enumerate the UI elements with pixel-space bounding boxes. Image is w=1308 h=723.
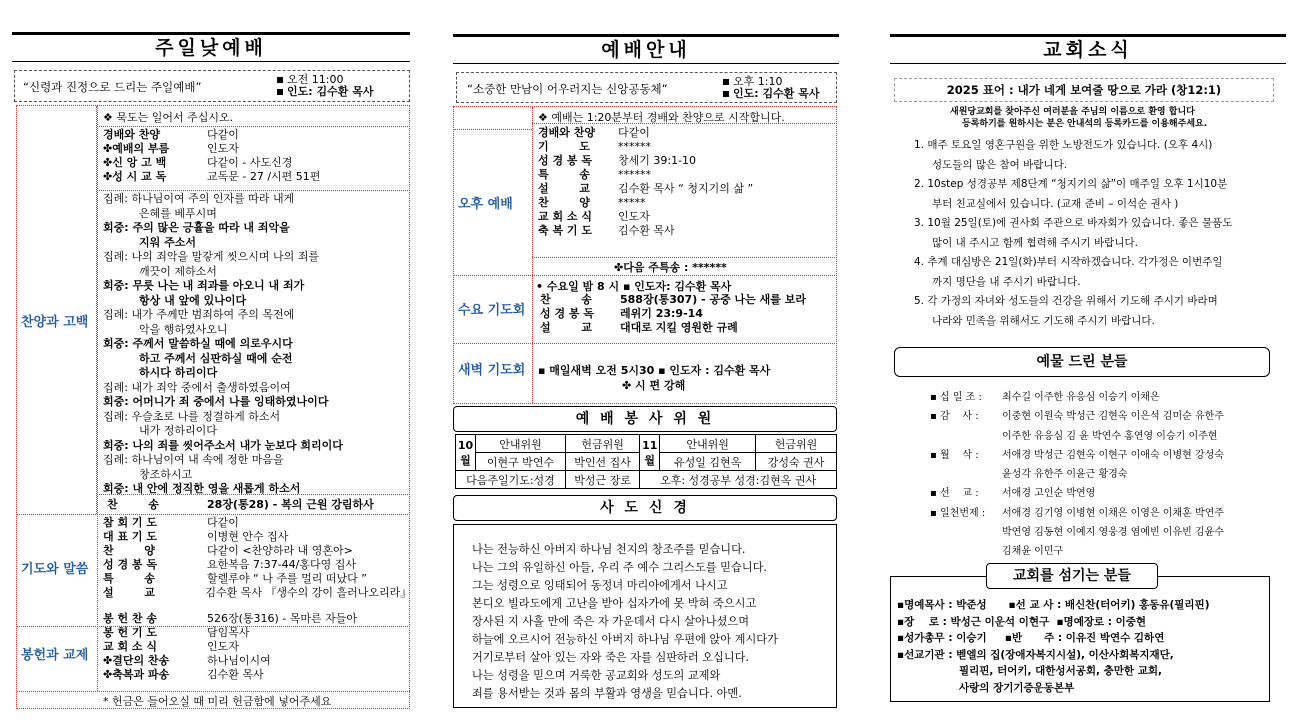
staff-line: ▪장 로 : 박성근 이운석 이현구 ▪명예장로 : 이중현 (897, 615, 1147, 628)
section-prayer-word: 기도와 말씀 (21, 562, 89, 577)
reading-line: 은혜를 베푸시며 (139, 206, 217, 220)
dawn-topic: ✤ 시 편 강해 (622, 379, 686, 392)
theme-text: “신령과 진정으로 드리는 주일예배” (23, 80, 202, 94)
reading-line: 항상 내 앞에 있나이다 (139, 293, 247, 307)
reading-line: 집례: 하나님이여 내 속에 정한 마음을 (103, 453, 284, 466)
standing-notice: ❖ 묵도는 일어서 주십시오. (103, 111, 234, 124)
reading-line: 집례: 나의 죄악을 말갛게 씻으시며 나의 죄를 (103, 250, 319, 263)
creed-line: 죄를 용서받는 것과 몸의 부활과 영생을 믿습니다. 아멘. (472, 687, 742, 700)
reading-line: 창조하시고 (139, 467, 193, 481)
year-motto: 2025 표어 : 내가 네게 보여줄 땅으로 가라 (창12:1) (894, 78, 1274, 102)
afternoon-time: 오후 1:10 (733, 75, 783, 88)
reading-line: 회중: 어머니가 죄 중에서 나를 잉태하였나이다 (103, 395, 329, 408)
order-row: ✤축복과 파송 김수환 목사 (103, 668, 264, 681)
offering-row: 박연영 김동현 이예지 영웅경 염예빈 이유빈 김윤수 (1002, 527, 1224, 539)
section-afternoon: 오후 예배 (458, 197, 513, 212)
service-leader: 인도: 김수환 목사 (287, 85, 374, 98)
order-row: 봉 헌 찬 송 526장(통316) - 목마른 자들아 (103, 612, 358, 625)
page-title: 주일낮예배 (12, 32, 410, 62)
news-item: 2. 10step 성경공부 제8단계 “청지기의 삶”이 매주일 오후 1시10분 부터 친교실에서 있습니다. (교재 준비 – 이석순 권사 ) (914, 178, 1228, 210)
offering-title: 예물 드린 분들 (894, 347, 1270, 377)
order-row: 성 경 봉 독 창세기 39:1-10 (538, 154, 697, 167)
order-row: ✤신 앙 고 백 다같이 - 사도신경 (103, 156, 293, 169)
dawn-time: ▪ 매일새벽 오전 5시30 ▪ 인도자 : 김수환 목사 (538, 364, 771, 377)
offering-row: ▪ 일천번제 : 서애경 김기영 이병현 이채은 이영은 이채훈 박연주 (930, 507, 1224, 519)
order-row: 특 송 ****** (538, 168, 651, 181)
wednesday-items (540, 293, 836, 335)
order-row: 설 교 대대로 지킬 영원한 규례 (540, 321, 738, 334)
responsive-reading (103, 192, 408, 497)
order-row: ✤결단의 찬송 하나님이시여 (103, 654, 271, 667)
offering-row: ▪ 선 교 : 서애경 고인순 박연영 (930, 488, 1096, 500)
reading-line: 지워 주소서 (139, 235, 196, 249)
theme-box (14, 70, 410, 102)
afternoon-services (453, 106, 837, 404)
news-item: 3. 10월 25일(토)에 권사회 주관으로 바자회가 있습니다. 좋은 물품도 많이 내 주시고 함께 협력해 주시기 바랍니다. (914, 217, 1233, 249)
creed-line: 거기로부터 살아 있는 자와 죽은 자를 심판하러 오십니다. (472, 651, 750, 664)
staff-list (890, 576, 1270, 702)
creed-line: 그는 성령으로 잉태되어 동정녀 마리아에게서 나시고 (472, 579, 728, 592)
apostles-creed (453, 524, 837, 708)
creed-line: 나는 성령을 믿으며 거룩한 공교회와 성도의 교제와 (472, 669, 721, 682)
news-item: 4. 추계 대심방은 21일(화)부터 시작하겠습니다. 각가정은 이번주일 까지 명단을 내 주시기 바랍니다. (914, 256, 1223, 288)
page-title-2: 예배안내 (453, 34, 839, 64)
reading-line: 깨끗이 제하소서 (139, 264, 217, 278)
section-dawn: 새벽 기도회 (458, 363, 526, 378)
creed-line: 나는 전능하신 아버지 하나님 천지의 창조주를 믿습니다. (472, 543, 746, 556)
reading-line: 집례: 우슬초로 나를 정결하게 하소서 (103, 409, 281, 423)
offering-row: ▪ 십 일 조 : 최수길 이주한 유응심 이승기 이채은 (930, 392, 1160, 403)
order-row: 특 송 할렐루야 “ 나 주를 멀리 떠났다 ” (103, 572, 367, 585)
staff-line: ▪성가총무 : 이승기 ▪반 주 : 이유진 박연수 김하연 (897, 632, 1165, 644)
next-special-song: ✤다음 주특송 : ****** (614, 261, 727, 274)
order-row: 경배와 찬양 다같이 (103, 128, 239, 141)
reading-line: 회중: 나의 죄를 씻어주소서 내가 눈보다 희리이다 (103, 438, 343, 452)
reading-line: 내가 정하리이다 (139, 424, 217, 437)
offering-row: ▪ 감 사 : 이중현 이원숙 박성근 김현옥 이은석 김미순 유한주 (930, 411, 1224, 423)
section-wednesday: 수요 기도회 (458, 303, 526, 318)
order-row: 축 복 기 도 김수환 목사 (538, 224, 675, 237)
reading-line: 회중: 무릇 나는 내 죄과를 아오니 내 죄가 (103, 279, 305, 292)
church-news-list (914, 136, 1284, 331)
order-row: 봉 헌 기 도 담임목사 (103, 626, 250, 639)
welcome-text: 새원당교회를 찾아주신 여러분을 주님의 이름으로 환영 합니다 등록하기를 원하시는 분은 안내석의 등록카드를 이용해주세요. (950, 107, 1208, 129)
offering-row: 김채윤 이민구 (1002, 546, 1064, 558)
order-row: 설 교 김수환 목사 『생수의 강이 흘러나오리라』 (103, 586, 412, 599)
order-items-3 (103, 612, 408, 682)
column-worship-guide (453, 0, 839, 723)
order-of-service (16, 105, 410, 709)
news-item: 1. 매주 토요일 영혼구원을 위한 노방전도가 있습니다. (오후 4시) 성도들의 많은 참여 바랍니다. (914, 139, 1213, 171)
offering-row: ▪ 월 삭 : 서애경 박성근 김현옥 이현구 이애숙 이병현 강성숙 (930, 449, 1224, 461)
order-row: ✤예배의 부름 인도자 (103, 142, 239, 155)
servants-title: 예 배 봉 사 위 원 (453, 406, 837, 432)
theme-box-2 (456, 72, 837, 103)
offering-row: 윤성각 유한주 이윤근 황경숙 (1002, 469, 1128, 481)
order-row: 설 교 김수환 목사 “ 청지기의 삶 ” (538, 182, 754, 195)
creed-line: 장사된 지 사흘 만에 죽은 자 가운데서 다시 살아나셨으며 (472, 615, 750, 628)
creed-line: 하늘에 오르시어 전능하신 아버지 하나님 우편에 앉아 계시다가 (472, 633, 778, 646)
section-praise: 찬양과 고백 (21, 315, 89, 330)
reading-line: 집례: 내가 주께만 범죄하여 주의 목전에 (103, 308, 295, 321)
offering-list (930, 388, 1280, 562)
section-offering: 봉헌과 교제 (21, 648, 89, 663)
order-items-1 (103, 128, 408, 184)
order-row: ✤성 시 교 독 교독문 - 27 /시편 51편 (103, 170, 321, 183)
column-sunday-worship (12, 0, 410, 723)
afternoon-items (538, 126, 838, 238)
order-row: 경배와 찬양 다같이 (538, 126, 650, 139)
reading-line: 하고 주께서 심판하실 때에 순전 (139, 351, 293, 365)
afternoon-leader: 인도: 김수환 목사 (733, 87, 820, 100)
order-row: 성 경 봉 독 레위기 23:9-14 (540, 307, 703, 320)
offering-notice: * 헌금은 들어오실 때 미리 헌금함에 넣어주세요 (103, 695, 332, 708)
reading-line: 집례: 하나님이여 주의 인자를 따라 내게 (103, 192, 295, 205)
order-row: 참 회 기 도 다같이 (103, 516, 239, 529)
wednesday-header: • 수요일 밤 8 시 ▪ 인도자: 김수환 목사 (536, 280, 732, 293)
order-row: 성 경 봉 독 요한복음 7:37-44/홍다영 집사 (103, 558, 357, 571)
order-row: 기 도 ****** (538, 140, 651, 153)
order-row: 교 회 소 식 인도자 (538, 210, 650, 223)
order-row: 대 표 기 도 이병현 안수 집사 (103, 530, 289, 543)
staff-line: 사랑의 장기기증운동본부 (959, 681, 1075, 694)
reading-line: 회중: 주의 많은 긍휼을 따라 내 죄악을 (103, 221, 290, 234)
staff-line: ▪선교기관 : 벧엘의 집(장애자복지시설), 이산사회복지재단, (897, 648, 1174, 661)
servants-table: 10 월 안내위원 헌금위원 11 월 안내위원 헌금위원 이현구 박연수 박인선 집사 유성일 김현옥 강성숙 권사 다음주일기도:성경 박성근 장로 오후: 성경공부 성경:김현옥 권사 (455, 434, 837, 489)
reading-line: 회중: 내 안에 정직한 영을 새롭게 하소서 (103, 482, 301, 495)
reading-line: 악을 행하였사오니 (139, 322, 228, 336)
page-title-3: 교회소식 (890, 34, 1286, 64)
order-row: 찬 양 다같이 <찬양하라 내 영혼아> (103, 544, 353, 557)
theme-text-2: “소중한 만남이 어우러지는 신앙공동체” (467, 82, 668, 96)
creed-line: 나는 그의 유일하신 아들, 우리 주 예수 그리스도를 믿습니다. (472, 561, 767, 574)
offering-row: 이주한 유응심 김 윤 박연수 홍연영 이승기 이주현 (1002, 430, 1218, 442)
reading-line: 집례: 내가 죄악 중에서 출생하였음이여 (103, 380, 291, 394)
order-items-2 (103, 516, 412, 600)
order-row: 찬 양 ***** (538, 196, 646, 209)
column-church-news (890, 0, 1286, 723)
staff-line: ▪명예목사 : 박준성 ▪선 교 사 : 배신찬(터어키) 홍동유(필리핀) (897, 599, 1210, 611)
staff-line: 필리핀, 터어키, 대한성서공회, 충만한 교회, (959, 665, 1163, 677)
news-item: 5. 각 가정의 자녀와 성도들의 건강을 위해서 기도해 주시기 바라며 나라와 민족을 위해서도 기도해 주시기 바랍니다. (914, 295, 1218, 327)
hymn-row: 찬 송 28장(통28) - 복의 근원 강림하사 (107, 498, 374, 511)
order-row: 교 회 소 식 인도자 (103, 640, 239, 653)
creed-line: 본디오 빌라도에게 고난을 받아 십자가에 못 박혀 죽으시고 (472, 597, 757, 610)
staff-title: 교회를 섬기는 분들 (986, 563, 1158, 589)
service-time: 오전 11:00 (287, 73, 344, 86)
creed-title: 사 도 신 경 (453, 495, 837, 521)
order-row: 찬 송 588장(통307) - 공중 나는 새를 보라 (540, 293, 806, 306)
reading-line: 하시다 하리이다 (139, 366, 218, 379)
afternoon-notice: ❖ 예배는 1:20분부터 경배와 찬양으로 시작합니다. (538, 111, 785, 124)
reading-line: 회중: 주께서 말씀하실 때에 의로우시다 (103, 337, 293, 350)
